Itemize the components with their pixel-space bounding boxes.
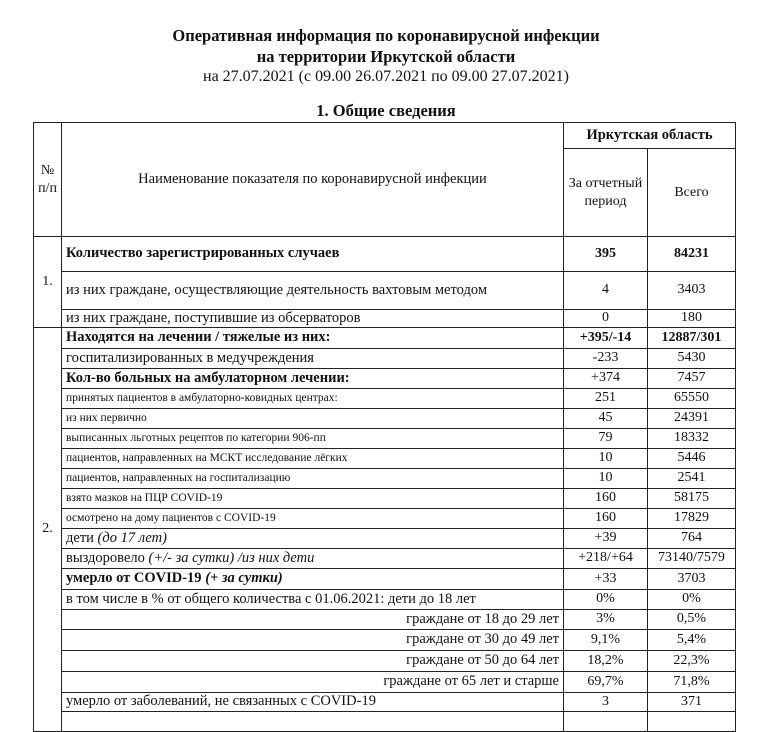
table-row	[34, 369, 736, 389]
row-label: Кол-во больных на амбулаторном лечении:	[62, 369, 564, 389]
row-period-value: 79	[564, 429, 648, 449]
document-title-region: на территории Иркутской области	[256, 47, 516, 66]
row-label	[62, 529, 564, 549]
table-row	[34, 429, 736, 449]
table-row	[34, 569, 736, 590]
row-label: Количество зарегистрированных случаев	[62, 237, 564, 272]
row-label: граждане от 30 до 49 лет	[62, 630, 564, 651]
table-row	[34, 349, 736, 369]
table-row	[34, 449, 736, 469]
row-period-value: 251	[564, 389, 648, 409]
table-row	[34, 489, 736, 509]
row-period-value: 4	[564, 272, 648, 310]
row-period-value: 10	[564, 449, 648, 469]
row-label-cutoff	[62, 712, 564, 732]
table-row	[34, 328, 736, 349]
row-label: из них граждане, осуществляющие деятельность вахтовым методом	[62, 272, 564, 310]
document-title: Оперативная информация по коронавирусной инфекции	[172, 26, 600, 45]
row-period-value: 0%	[564, 590, 648, 610]
row-period-value: 45	[564, 409, 648, 429]
row-period-value: +374	[564, 369, 648, 389]
row-label: Находятся на лечении / тяжелые из них:	[62, 328, 564, 349]
row-label: в том числе в % от общего количества с 01.06.2021: дети до 18 лет	[62, 590, 564, 610]
table-row	[34, 409, 736, 429]
row-label-main: выздоровело	[66, 549, 149, 566]
table-row	[34, 529, 736, 549]
row-period-value: 160	[564, 509, 648, 529]
row-period-cutoff	[564, 712, 648, 732]
table-row	[34, 509, 736, 529]
row-period-value: 3%	[564, 610, 648, 630]
row-label	[62, 549, 564, 569]
row-total-value: 71,8%	[648, 672, 736, 693]
column-header-total: Всего	[648, 149, 736, 237]
row-label: выписанных льготных рецептов по категории 906-пп	[62, 429, 564, 449]
table-header-row	[34, 123, 736, 149]
row-label-note: (+/- за сутки) /из них дети	[148, 549, 315, 566]
row-period-value: 160	[564, 489, 648, 509]
table-row	[34, 549, 736, 569]
table-row	[34, 610, 736, 630]
row-label: граждане от 50 до 64 лет	[62, 651, 564, 672]
row-total-value: 764	[648, 529, 736, 549]
row-label: пациентов, направленных на МСКТ исследование лёгких	[62, 449, 564, 469]
row-label	[62, 569, 564, 590]
row-total-value: 0,5%	[648, 610, 736, 630]
row-total-value: 5446	[648, 449, 736, 469]
row-period-value: 0	[564, 310, 648, 328]
column-header-region: Иркутская область	[564, 123, 736, 149]
row-total-value: 17829	[648, 509, 736, 529]
table-row	[34, 672, 736, 693]
row-period-value: 395	[564, 237, 648, 272]
table-row	[34, 693, 736, 712]
row-period-value: +33	[564, 569, 648, 590]
row-period-value: 10	[564, 469, 648, 489]
row-label: умерло от заболеваний, не связанных с COVID-19	[62, 693, 564, 712]
row-total-value: 180	[648, 310, 736, 328]
row-total-value: 22,3%	[648, 651, 736, 672]
covid-stats-table	[33, 122, 736, 732]
report-date: на 27.07.2021 (с 09.00 26.07.2021 по 09.00 27.07.2021)	[203, 68, 569, 85]
row-total-value: 24391	[648, 409, 736, 429]
row-total-value: 3403	[648, 272, 736, 310]
row-total-value: 5430	[648, 349, 736, 369]
row-period-value: +39	[564, 529, 648, 549]
row-total-value: 65550	[648, 389, 736, 409]
row-period-value: +395/-14	[564, 328, 648, 349]
row-total-value: 5,4%	[648, 630, 736, 651]
row-total-value: 7457	[648, 369, 736, 389]
row-group-number: 2.	[34, 328, 62, 732]
table-row	[34, 590, 736, 610]
row-label: из них первично	[62, 409, 564, 429]
row-total-cutoff	[648, 712, 736, 732]
table-row-cutoff	[34, 712, 736, 732]
row-period-value: 9,1%	[564, 630, 648, 651]
row-label: граждане от 18 до 29 лет	[62, 610, 564, 630]
row-label: госпитализированных в медучреждения	[62, 349, 564, 369]
row-total-value: 3703	[648, 569, 736, 590]
table-row	[34, 630, 736, 651]
column-header-number: № п/п	[34, 123, 62, 237]
row-period-value: +218/+64	[564, 549, 648, 569]
row-total-value: 2541	[648, 469, 736, 489]
row-label: принятых пациентов в амбулаторно-ковидных центрах:	[62, 389, 564, 409]
table-row	[34, 469, 736, 489]
row-period-value: -233	[564, 349, 648, 369]
column-header-period: За отчетный период	[564, 149, 648, 237]
table-row	[34, 651, 736, 672]
row-label-note: (до 17 лет)	[97, 529, 167, 546]
row-total-value: 0%	[648, 590, 736, 610]
row-total-value: 12887/301	[648, 328, 736, 349]
row-period-value: 3	[564, 693, 648, 712]
table-row	[34, 272, 736, 310]
row-total-value: 371	[648, 693, 736, 712]
row-label-main: дети	[66, 529, 98, 546]
table-row	[34, 389, 736, 409]
row-label: пациентов, направленных на госпитализацию	[62, 469, 564, 489]
row-label-note: (+ за сутки)	[205, 570, 283, 587]
row-total-value: 84231	[648, 237, 736, 272]
row-label: взято мазков на ПЦР COVID-19	[62, 489, 564, 509]
row-total-value: 58175	[648, 489, 736, 509]
row-label: граждане от 65 лет и старше	[62, 672, 564, 693]
row-label: из них граждане, поступившие из обсерваторов	[62, 310, 564, 328]
row-group-number: 1.	[34, 237, 62, 328]
row-period-value: 69,7%	[564, 672, 648, 693]
table-row	[34, 237, 736, 272]
row-period-value: 18,2%	[564, 651, 648, 672]
column-header-indicator: Наименование показателя по коронавирусной инфекции	[62, 123, 564, 237]
row-label-main: умерло от COVID-19	[66, 570, 206, 587]
row-total-value: 18332	[648, 429, 736, 449]
row-label: осмотрено на дому пациентов с COVID-19	[62, 509, 564, 529]
row-total-value: 73140/7579	[648, 549, 736, 569]
table-row	[34, 310, 736, 328]
section-title: 1. Общие сведения	[316, 101, 456, 120]
